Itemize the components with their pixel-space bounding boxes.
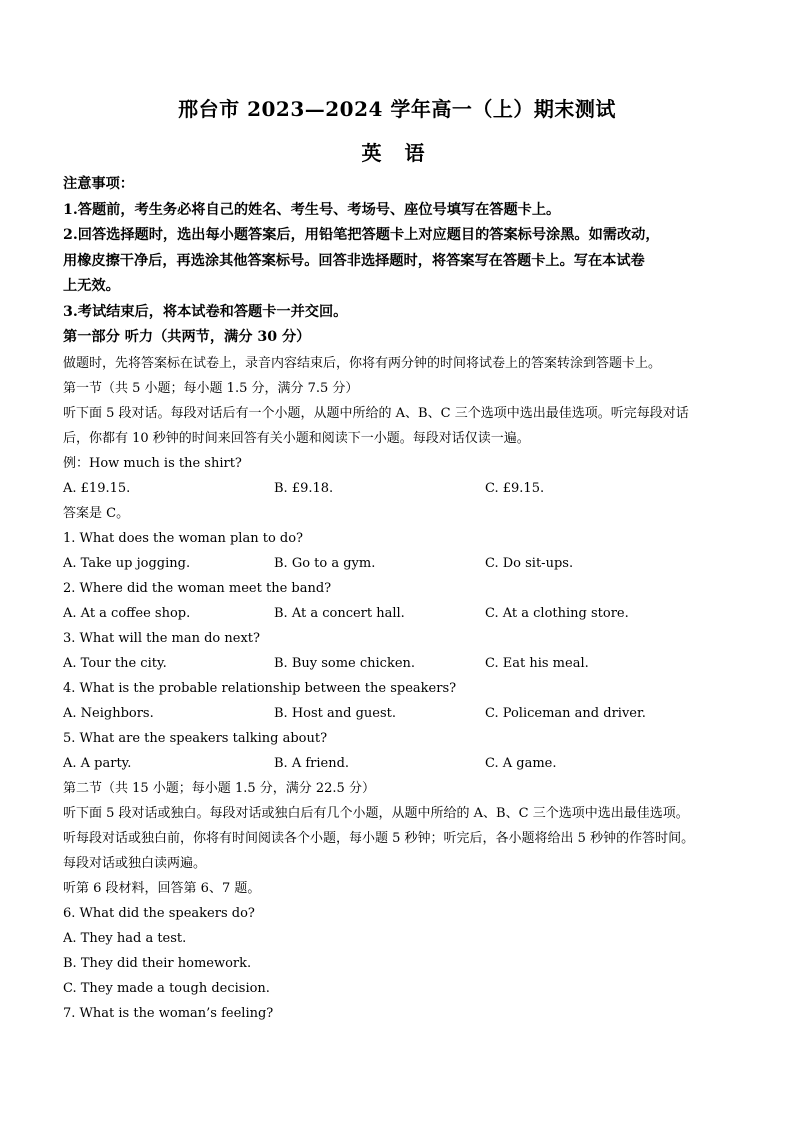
notice-line: 上无效。 <box>63 278 120 294</box>
option-c: C. £9.15. <box>485 480 545 496</box>
section2-instructions: 每段对话或独白读两遍。 <box>63 855 207 871</box>
option-b: B. Go to a gym. <box>274 555 376 571</box>
section1-instructions: 听下面 5 段对话。每段对话后有一个小题，从题中所给的 A、B、C 三个选项中选出最佳选项。听完每段对话 <box>63 405 689 421</box>
question-4-options <box>63 701 733 726</box>
option-c: C. At a clothing store. <box>485 605 629 621</box>
question-1: 1. What does the woman plan to do? <box>63 530 304 546</box>
option-a: A. A party. <box>63 755 132 771</box>
section1-instructions: 后，你都有 10 秒钟的时间来回答有关小题和阅读下一小题。每段对话仅读一遍。 <box>63 430 530 446</box>
option-b: B. A friend. <box>274 755 350 771</box>
example-answer: 答案是 C。 <box>63 505 130 521</box>
exam-content <box>63 172 733 1026</box>
part1-heading: 第一部分 听力（共两节，满分 30 分） <box>63 329 311 345</box>
material-note: 听第 6 段材料，回答第 6、7 题。 <box>63 880 261 896</box>
example-options <box>63 476 733 501</box>
option-b: B. Buy some chicken. <box>274 655 416 671</box>
question-1-options <box>63 551 733 576</box>
option-a: A. Neighbors. <box>63 705 154 721</box>
notice-line: 1.答题前，考生务必将自己的姓名、考生号、考场号、座位号填写在答题卡上。 <box>63 201 561 218</box>
section1-heading: 第一节（共 5 小题；每小题 1.5 分，满分 7.5 分） <box>63 380 359 396</box>
option-c: C. Eat his meal. <box>485 655 589 671</box>
option-c: C. Policeman and driver. <box>485 705 646 721</box>
option-b: B. At a concert hall. <box>274 605 405 621</box>
question-2-options <box>63 601 733 626</box>
question-6-option-a: A. They had a test. <box>63 930 187 946</box>
option-a: A. Tour the city. <box>63 655 167 671</box>
option-a: A. Take up jogging. <box>63 555 191 571</box>
notice-line: 用橡皮擦干净后，再选涂其他答案标号。回答非选择题时，将答案写在答题卡上。写在本试卷 <box>63 252 645 269</box>
section2-instructions: 听下面 5 段对话或独白。每段对话或独白后有几个小题，从题中所给的 A、B、C 三个选项中选出最佳选项。 <box>63 805 689 821</box>
exam-title: 邢台市 2023—2024 学年高一（上）期末测试 <box>178 97 616 121</box>
question-6: 6. What did the speakers do? <box>63 905 255 921</box>
notice-heading: 注意事项： <box>63 176 134 192</box>
option-a: A. At a coffee shop. <box>63 605 191 621</box>
exam-subject: 英 语 <box>361 141 433 165</box>
question-5: 5. What are the speakers talking about? <box>63 730 328 746</box>
question-2: 2. Where did the woman meet the band? <box>63 580 332 596</box>
question-3: 3. What will the man do next? <box>63 630 260 646</box>
section2-heading: 第二节（共 15 小题；每小题 1.5 分，满分 22.5 分） <box>63 780 375 796</box>
option-c: C. A game. <box>485 755 557 771</box>
question-4: 4. What is the probable relationship between the speakers? <box>63 680 457 696</box>
example-question: 例：How much is the shirt? <box>63 455 242 471</box>
question-3-options <box>63 651 733 676</box>
part1-intro: 做题时，先将答案标在试卷上，录音内容结束后，你将有两分钟的时间将试卷上的答案转涂到答题卡上。 <box>63 355 662 371</box>
option-b: B. £9.18. <box>274 480 334 496</box>
section2-instructions: 听每段对话或独白前，你将有时间阅读各个小题，每小题 5 秒钟；听完后，各小题将给出 5 秒钟的作答时间。 <box>63 830 695 846</box>
question-6-option-c: C. They made a tough decision. <box>63 980 270 996</box>
question-7: 7. What is the woman’s feeling? <box>63 1005 274 1021</box>
option-a: A. £19.15. <box>63 480 131 496</box>
question-5-options <box>63 751 733 776</box>
notice-line: 2.回答选择题时，选出每小题答案后，用铅笔把答题卡上对应题目的答案标号涂黑。如需改动， <box>63 227 660 243</box>
notice-line: 3.考试结束后，将本试卷和答题卡一并交回。 <box>63 303 348 320</box>
option-c: C. Do sit-ups. <box>485 555 574 571</box>
option-b: B. Host and guest. <box>274 705 397 721</box>
question-6-option-b: B. They did their homework. <box>63 955 252 971</box>
